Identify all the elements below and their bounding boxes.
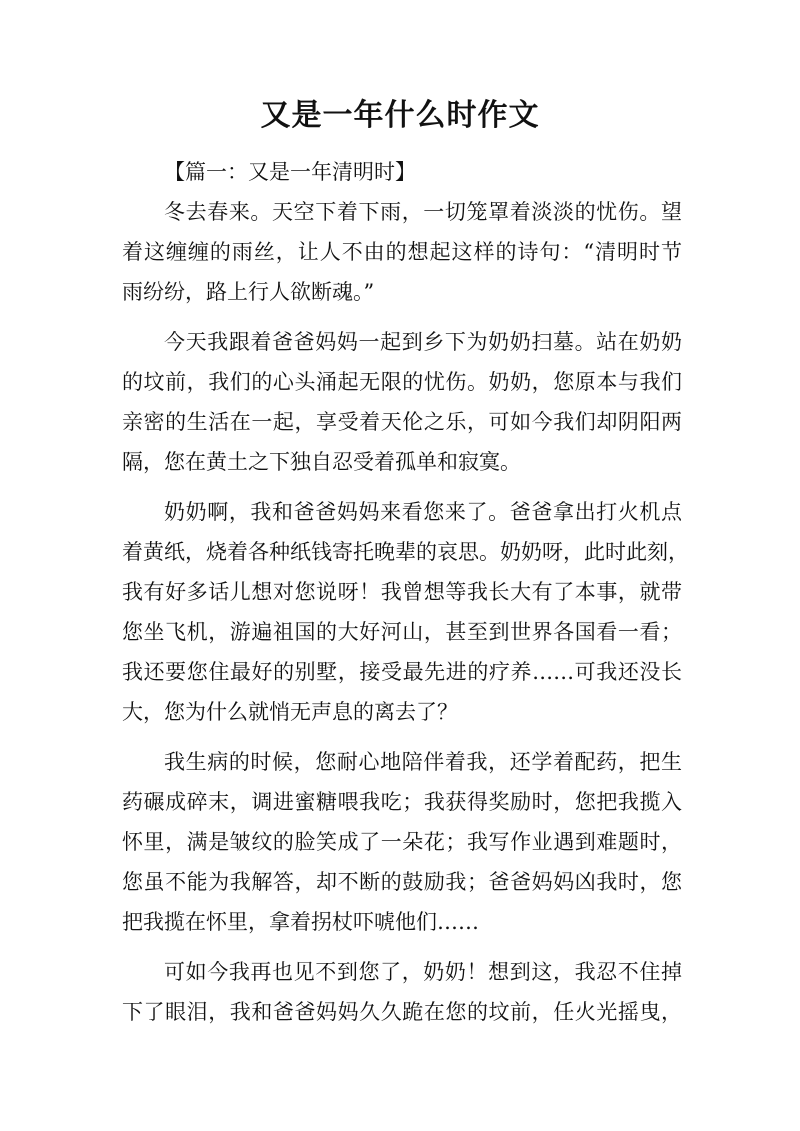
document-body [122,152,689,1042]
paragraph-line: 着这缠缠的雨丝，让人不由的想起这样的诗句：“清明时节 [122,240,682,264]
document-title: 又是一年什么时作文 [260,98,540,133]
paragraph-line: 您虽不能为我解答，却不断的鼓励我；爸爸妈妈凶我时，您 [122,870,682,894]
paragraph-line: 我有好多话儿想对您说呀！我曾想等我长大有了本事，就带 [122,580,682,604]
paragraph-3 [122,492,689,732]
paragraph-line: 我生病的时候，您耐心地陪伴着我，还学着配药，把生 [164,750,682,774]
paragraph-line: 把我揽在怀里，拿着拐杖吓唬他们…… [122,910,479,934]
paragraph-4 [122,742,682,942]
paragraph-line: 亲密的生活在一起，享受着天伦之乐，可如今我们却阴阳两 [122,410,682,434]
paragraph-line: 雨纷纷，路上行人欲断魂。” [122,280,375,304]
paragraph-line: 我还要您住最好的别墅，接受最先进的疗养……可我还没长 [122,660,682,684]
paragraph-line: 下了眼泪，我和爸爸妈妈久久跪在您的坟前，任火光摇曳， [122,1000,682,1024]
paragraph-line: 冬去春来。天空下着下雨，一切笼罩着淡淡的忧伤。望 [164,200,682,224]
paragraph-line: 隔，您在黄土之下独自忍受着孤单和寂寞。 [122,450,521,474]
paragraph-line: 的坟前，我们的心头涌起无限的忧伤。奶奶，您原本与我们 [122,370,682,394]
paragraph-line: 今天我跟着爸爸妈妈一起到乡下为奶奶扫墓。站在奶奶 [164,330,682,354]
paragraph-line: 药碾成碎末，调进蜜糖喂我吃；我获得奖励时，您把我揽入 [122,790,682,814]
paragraph-5 [122,952,682,1032]
paragraph-line: 您坐飞机，游遍祖国的大好河山，甚至到世界各国看一看； [122,620,682,644]
paragraph-line: 可如今我再也见不到您了，奶奶！想到这，我忍不住掉 [164,960,682,984]
paragraph-line: 着黄纸，烧着各种纸钱寄托晚辈的哀思。奶奶呀，此时此刻， [122,540,689,564]
section-heading: 【篇一：又是一年清明时】 [164,160,416,184]
paragraph-line: 大，您为什么就悄无声息的离去了？ [122,700,458,724]
paragraph-2 [122,322,682,482]
paragraph-1 [122,192,682,312]
paragraph-line: 怀里，满是皱纹的脸笑成了一朵花；我写作业遇到难题时， [122,830,682,854]
paragraph-line: 奶奶啊，我和爸爸妈妈来看您来了。爸爸拿出打火机点 [164,500,682,524]
